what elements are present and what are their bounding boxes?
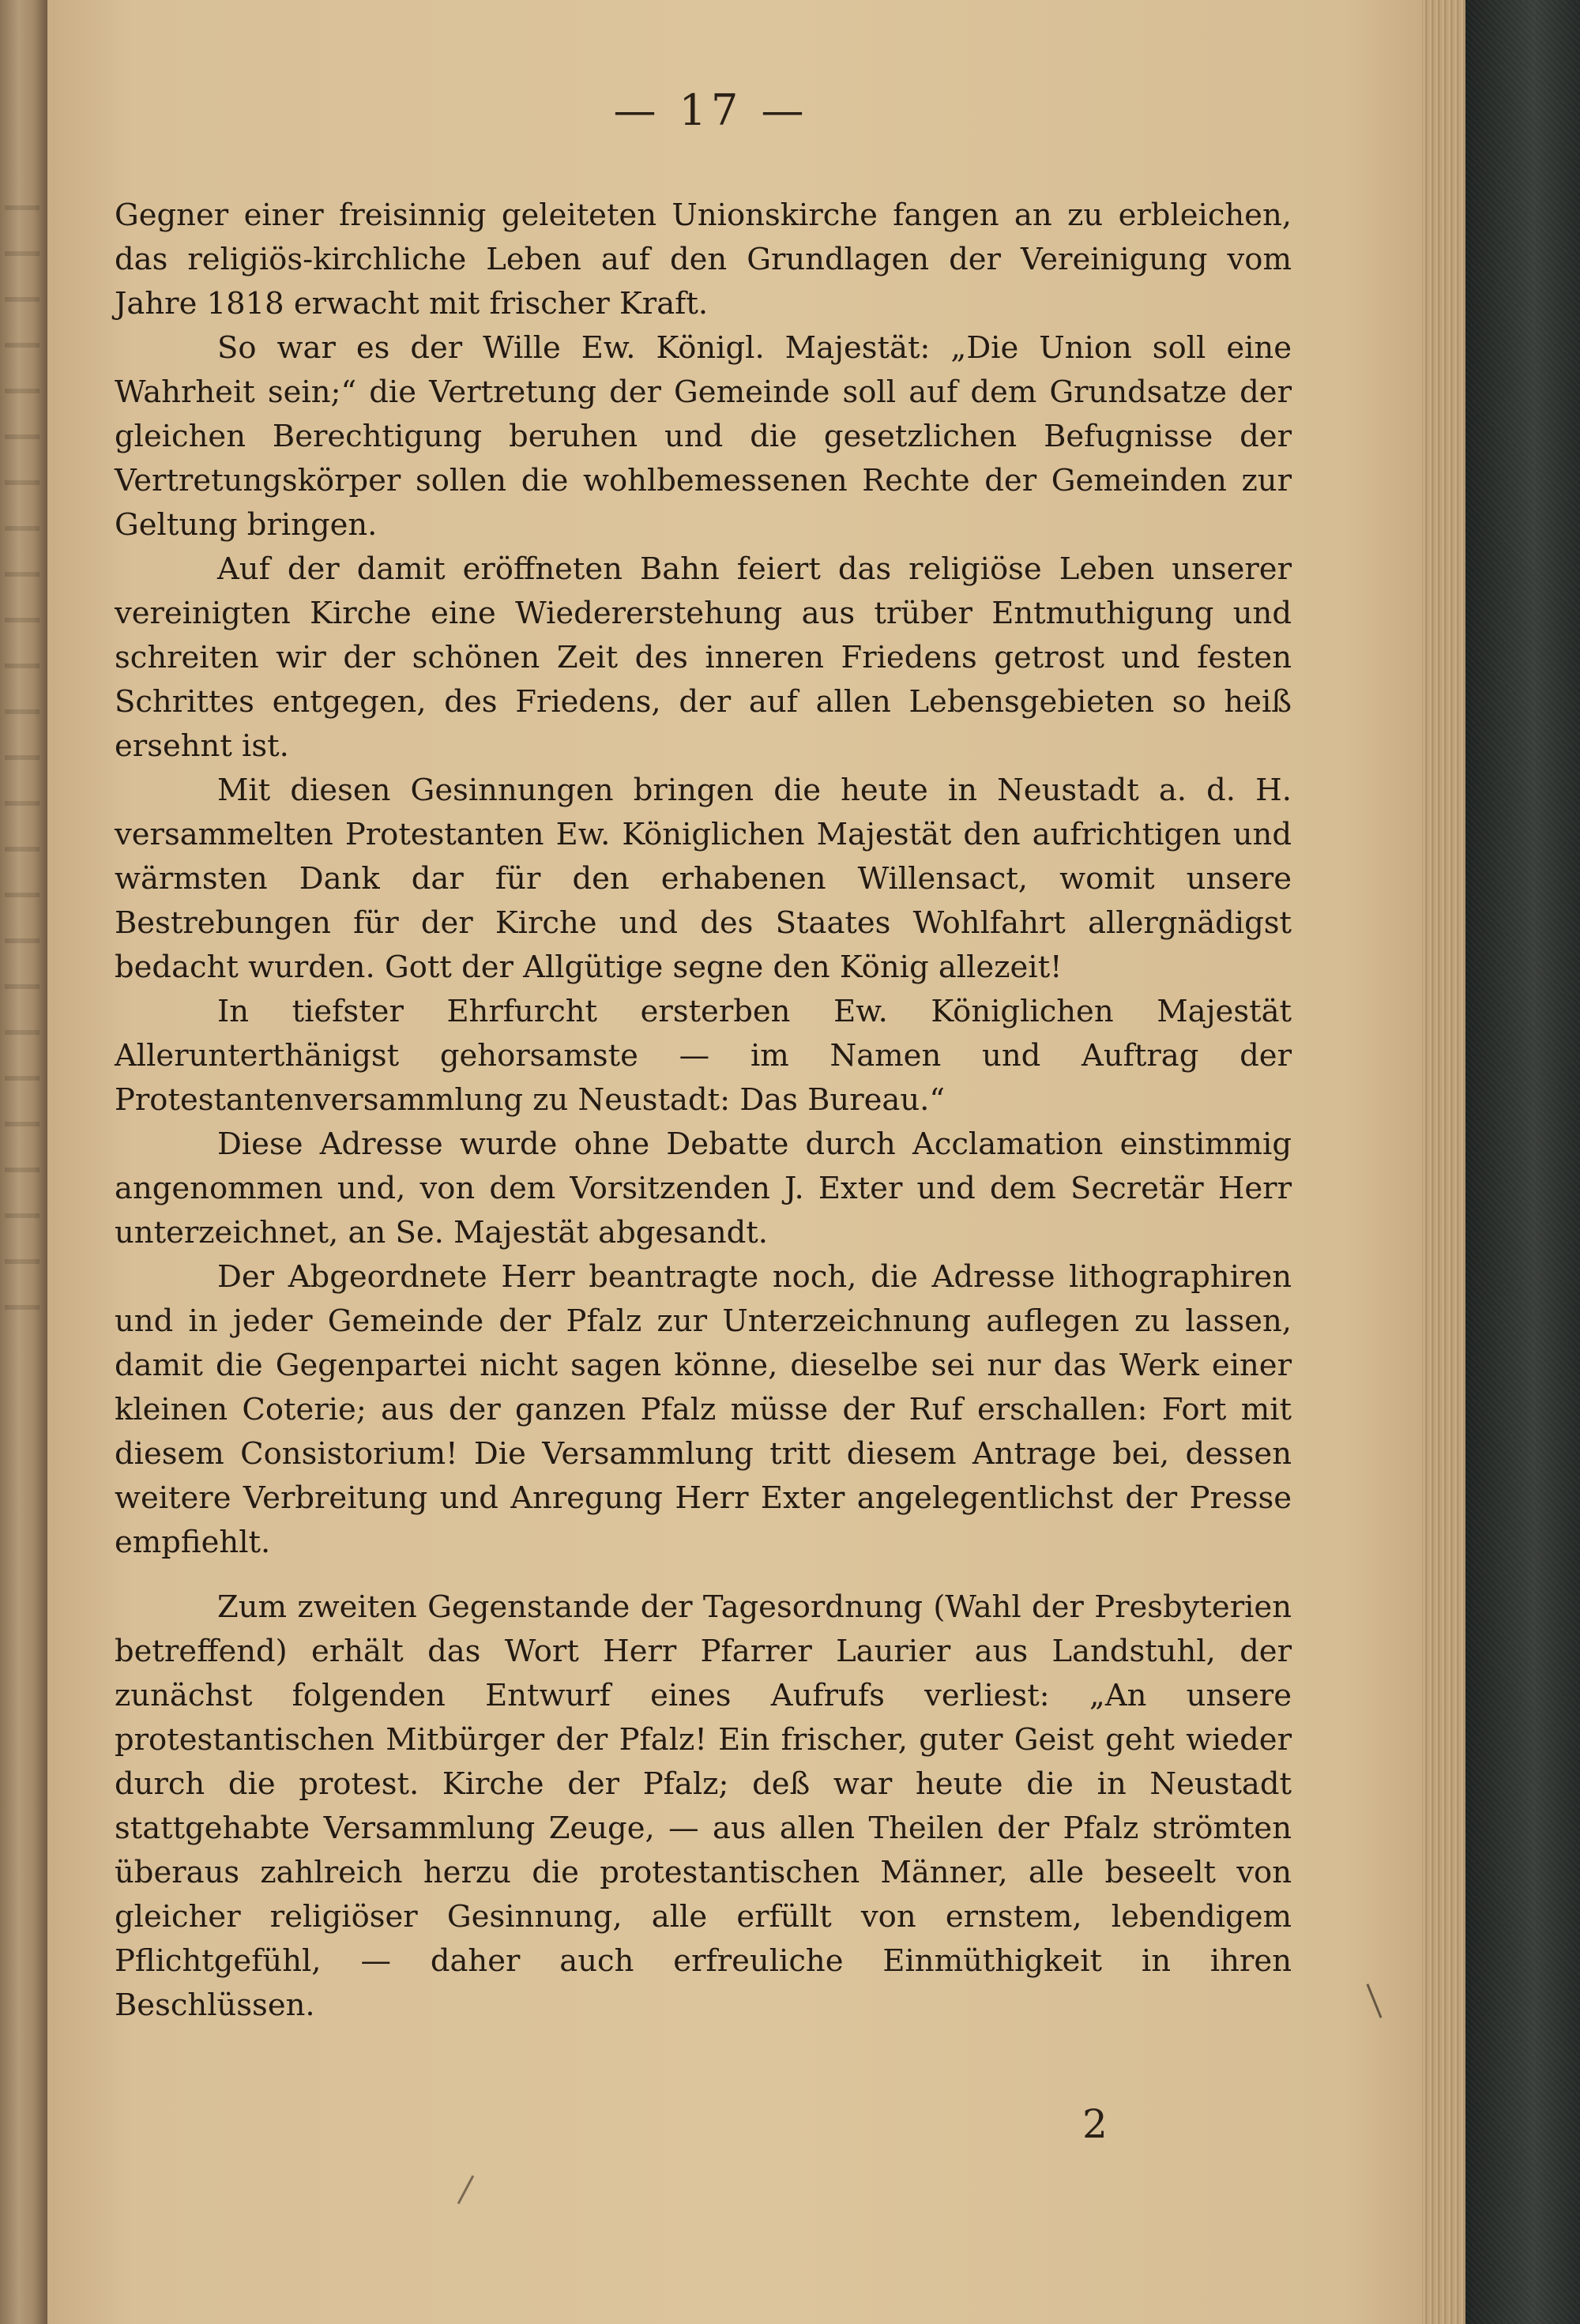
- paragraph: Auf der damit eröffneten Bahn feiert das religiöse Leben unserer vereinigten Kirche eine Wiedererstehung aus trüber Entmuthigung und schreiten wir der schönen Zeit des inneren Friedens getrost und festen Schrittes entgegen, des Friedens, der auf allen Lebensgebieten so heiß ersehnt ist.: [115, 551, 1292, 764]
- paragraph: So war es der Wille Ew. Königl. Majestät: „Die Union soll eine Wahrheit sein;“ die Vertretung der Gemeinde soll auf dem Grundsatze der gleichen Berechtigung beruhen und die gesetzlichen Befugnisse der Vertretungskörper sollen die wohlbemessenen Rechte der Gemeinden zur Geltung bringen.: [115, 330, 1292, 543]
- page-fore-edge: [1422, 0, 1465, 2324]
- paragraph: Zum zweiten Gegenstande der Tagesordnung (Wahl der Presbyterien betreffend) erhält das Wort Herr Pfarrer Laurier aus Landstuhl, der zunächst folgenden Entwurf eines Aufrufs verliest: „An unsere protestantischen Mitbürger der Pfalz! Ein frischer, guter Geist geht wieder durch die protest. Kirche der Pfalz; deß war heute die in Neustadt stattgehabte Versammlung Zeuge, — aus allen Theilen der Pfalz strömten überaus zahlreich herzu die protestantischen Männer, alle beseelt von gleicher religiöser Gesinnung, alle erfüllt von ernstem, lebendigem Pflichtgefühl, — daher auch erfreuliche Einmüthigkeit in ihren Beschlüssen.: [115, 1589, 1292, 2023]
- paragraph: In tiefster Ehrfurcht ersterben Ew. Königlichen Majestät Allerunterthänigst gehorsamste — im Namen und Auftrag der Protestantenversammlung zu Neustadt: Das Bureau.“: [115, 994, 1292, 1118]
- paragraph: Gegner einer freisinnig geleiteten Unionskirche fangen an zu erbleichen, das religiös-kirchliche Leben auf den Grundlagen der Vereinigung vom Jahre 1818 erwacht mit frischer Kraft.: [115, 197, 1292, 322]
- previous-page-text-bleed: [5, 205, 40, 1311]
- paragraph: Mit diesen Gesinnungen bringen die heute in Neustadt a. d. H. versammelten Protestanten Ew. Königlichen Majestät den aufrichtigen und wärmsten Dank dar für den erhabenen Willensact, womit unsere Bestrebungen für der Kirche und des Staates Wohlfahrt allergnädigst bedacht wurden. Gott der Allgütige segne den König allezeit!: [115, 773, 1292, 985]
- book-cover-texture: [1465, 0, 1580, 2324]
- body-text: [115, 194, 1292, 2028]
- paragraph: Diese Adresse wurde ohne Debatte durch Acclamation einstimmig angenommen und, von dem Vorsitzenden J. Exter und dem Secretär Herr unterzeichnet, an Se. Majestät abgesandt.: [115, 1126, 1292, 1250]
- page-number: — 17 —: [613, 85, 809, 135]
- paragraph: Der Abgeordnete Herr beantragte noch, die Adresse lithographiren und in jeder Gemeinde der Pfalz zur Unterzeichnung auflegen zu lassen, damit die Gegenpartei nicht sagen könne, dieselbe sei nur das Werk einer kleinen Coterie; aus der ganzen Pfalz müsse der Ruf erschallen: Fort mit diesem Consistorium! Die Versammlung tritt diesem Antrage bei, dessen weitere Verbreitung und Anregung Herr Exter angelegentlichst der Presse empfiehlt.: [115, 1259, 1292, 1560]
- signature-mark: 2: [1082, 2101, 1108, 2147]
